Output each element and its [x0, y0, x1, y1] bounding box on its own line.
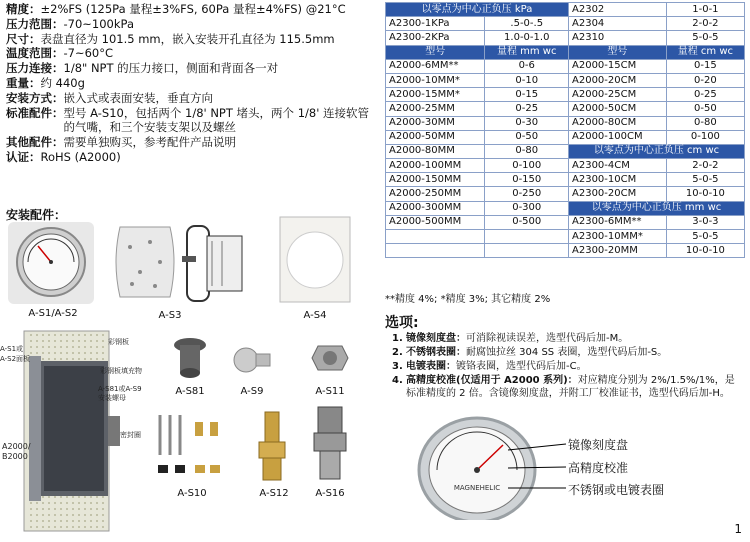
spec-row — [6, 46, 376, 61]
table-row — [386, 88, 745, 102]
table-cell: 5-0-5 — [666, 173, 744, 187]
label-as1-panel: A-S1或 — [0, 345, 24, 353]
table-cell: A2000-100MM — [386, 159, 485, 173]
as81-image — [170, 335, 210, 380]
caption-as3: A-S3 — [158, 310, 182, 321]
caption-as4: A-S4 — [303, 310, 327, 321]
table-cell: A2000-15CM — [569, 59, 667, 73]
caption-as1: A-S1/A-S2 — [28, 308, 78, 319]
table-cell: A2000-25MM — [386, 102, 485, 116]
table-row — [386, 116, 745, 130]
table-cell: 3-0-3 — [666, 215, 744, 229]
table-cell: 1.0-0-1.0 — [485, 31, 569, 45]
table-cell: A2300-4CM — [569, 159, 667, 173]
callout-mirror-dial: 镜像刻度盘 — [568, 438, 629, 452]
spec-value: -7~60°C — [63, 46, 114, 61]
label-seal: 密封圈 — [120, 431, 141, 439]
option-text — [406, 346, 744, 359]
table-cell: 量程 cm wc — [666, 45, 744, 59]
spec-label: 认证： — [6, 149, 41, 164]
table-cell: A2000-50MM — [386, 130, 485, 144]
table-cell: A2300-10MM* — [569, 230, 667, 244]
table-cell: A2000-20CM — [569, 73, 667, 87]
options-title: 选项: — [385, 315, 419, 331]
table-row — [386, 187, 745, 201]
spec-label: 其他配件： — [6, 135, 64, 150]
option-desc: 镀铬表圈，选型代码后加-C。 — [456, 361, 587, 372]
label-as81-as9: A-S81或A-S9 — [98, 385, 142, 393]
table-row — [386, 201, 745, 215]
option-item — [392, 332, 744, 345]
table-cell: 0-300 — [485, 201, 569, 215]
table-cell: 0-30 — [485, 116, 569, 130]
spec-label: 安装方式： — [6, 90, 64, 105]
table-cell: 1-0-1 — [666, 3, 744, 17]
option-text — [406, 332, 744, 345]
table-cell — [386, 230, 485, 244]
as9-image — [232, 340, 272, 380]
table-cell — [485, 244, 569, 258]
spec-value: 嵌入式或表面安装，垂直方向 — [63, 90, 213, 105]
option-name: 镜像刻度盘： — [406, 333, 466, 344]
table-cell: A2000-100CM — [569, 130, 667, 144]
table-cell: 0-500 — [485, 215, 569, 229]
table-row — [386, 144, 745, 158]
table-cell: A2000-15MM* — [386, 88, 485, 102]
table-row — [386, 244, 745, 258]
table-cell: A2304 — [569, 17, 667, 31]
option-text — [406, 374, 744, 400]
spec-value: 1/8" NPT 的压力接口，侧面和背面各一对 — [63, 61, 279, 76]
spec-list — [6, 2, 376, 165]
option-text — [406, 360, 744, 373]
table-cell: A2000-80MM — [386, 144, 485, 158]
option-number: 1. — [392, 333, 403, 344]
table-row — [386, 3, 745, 17]
table-cell: A2310 — [569, 31, 667, 45]
model-table — [385, 2, 745, 258]
spec-label: 尺寸： — [6, 31, 41, 46]
table-cell: 以零点为中心正负压 cm wc — [569, 144, 745, 158]
table-cell: 0-100 — [485, 159, 569, 173]
table-cell: 10-0-10 — [666, 187, 744, 201]
spec-label: 标准配件： — [6, 105, 64, 120]
table-row — [386, 59, 745, 73]
option-name: 高精度校准(仅适用于 A2000 系列)： — [406, 375, 578, 386]
spec-label: 重量： — [6, 75, 41, 90]
option-desc: 可消除视读误差，选型代码后加-M。 — [466, 333, 629, 344]
gauge-as1-image — [8, 222, 94, 304]
table-cell: 型号 — [569, 45, 667, 59]
label-mount-bolt: 安装螺母 — [98, 394, 126, 402]
table-cell: 0-25 — [485, 102, 569, 116]
option-item — [392, 360, 744, 373]
spec-row — [6, 150, 376, 165]
accessories-title: 安装配件： — [6, 208, 67, 222]
callout-lines — [508, 430, 568, 490]
option-number: 3. — [392, 361, 403, 372]
table-cell: 以零点为中心正负压 mm wc — [569, 201, 745, 215]
table-cell: A2000-250MM — [386, 187, 485, 201]
table-cell — [386, 244, 485, 258]
option-desc: 对应精度分别为 2%/1.5%/1%，是标准精度的 2 倍。含镜像刻度盘，并附工厂校准证书，选型代码后加-H。 — [406, 375, 735, 399]
table-cell: 0-100 — [666, 130, 744, 144]
table-cell: 5-0-5 — [666, 230, 744, 244]
spec-value: 需要单独购买，参考配件产品说明 — [63, 135, 236, 150]
table-cell: 0-50 — [485, 130, 569, 144]
spec-row — [6, 76, 376, 91]
table-row — [386, 215, 745, 229]
table-cell: A2000-50CM — [569, 102, 667, 116]
spec-row — [6, 106, 376, 136]
caption-as11: A-S11 — [315, 386, 345, 397]
as12-image — [255, 410, 290, 485]
table-cell: 0-50 — [666, 102, 744, 116]
table-row — [386, 73, 745, 87]
label-model-b2000: B2000 — [2, 452, 28, 461]
option-item — [392, 346, 744, 359]
table-cell: 5-0-5 — [666, 31, 744, 45]
table-cell: 0-20 — [666, 73, 744, 87]
table-cell: A2000-500MM — [386, 215, 485, 229]
table-cell: A2300-6MM** — [569, 215, 667, 229]
table-cell — [485, 230, 569, 244]
as11-image — [310, 338, 350, 380]
caption-as9: A-S9 — [240, 386, 264, 397]
table-cell: A2300-2KPa — [386, 31, 485, 45]
label-colored-plate: 彩钢板 — [108, 338, 129, 346]
table-cell: 2-0-2 — [666, 159, 744, 173]
table-cell: A2300-20MM — [569, 244, 667, 258]
spec-row — [6, 17, 376, 32]
spec-row — [6, 135, 376, 150]
as10-kit-image — [150, 410, 230, 485]
table-cell: 0-150 — [485, 173, 569, 187]
table-cell: 型号 — [386, 45, 485, 59]
accuracy-note: **精度 4%; *精度 3%; 其它精度 2% — [385, 294, 551, 305]
spec-row — [6, 2, 376, 17]
table-row — [386, 230, 745, 244]
callout-bezel: 不锈钢或电镀表圈 — [568, 483, 665, 497]
table-cell: .5-0-.5 — [485, 17, 569, 31]
table-cell: A2000-30MM — [386, 116, 485, 130]
spec-value: ±2%FS (125Pa 量程±3%FS, 60Pa 量程±4%FS) @21°C — [40, 2, 346, 16]
frame-as4-image — [275, 212, 355, 307]
table-row — [386, 173, 745, 187]
caption-as16: A-S16 — [315, 488, 345, 499]
table-cell: 量程 mm wc — [485, 45, 569, 59]
table-cell: A2302 — [569, 3, 667, 17]
spec-row — [6, 61, 376, 76]
table-cell: 0-80 — [666, 116, 744, 130]
spec-label: 精度： — [6, 2, 41, 16]
table-cell: A2300-1KPa — [386, 17, 485, 31]
table-cell: A2000-6MM** — [386, 59, 485, 73]
options-list — [392, 332, 744, 401]
option-item — [392, 374, 744, 400]
table-cell: 0-15 — [666, 59, 744, 73]
table-cell: A2300-10CM — [569, 173, 667, 187]
table-cell: A2000-150MM — [386, 173, 485, 187]
spec-value: 约 440g — [40, 75, 85, 90]
spec-value: RoHS (A2000) — [40, 149, 121, 164]
table-cell: 0-6 — [485, 59, 569, 73]
page-number: 1 — [734, 522, 742, 536]
gauge-brand-text: MAGNEHELIC — [453, 484, 501, 492]
table-row — [386, 17, 745, 31]
plate-as3-image — [110, 222, 180, 302]
caption-as10: A-S10 — [177, 488, 207, 499]
table-cell: A2000-300MM — [386, 201, 485, 215]
table-cell: 0-10 — [485, 73, 569, 87]
table-row — [386, 45, 745, 59]
table-cell: A2000-80CM — [569, 116, 667, 130]
table-cell: 0-80 — [485, 144, 569, 158]
spec-value: -70~100kPa — [63, 16, 134, 31]
as16-image — [310, 405, 350, 485]
table-cell: 10-0-10 — [666, 244, 744, 258]
table-cell: A2000-10MM* — [386, 73, 485, 87]
table-cell: A2000-25CM — [569, 88, 667, 102]
option-desc: 耐腐蚀拉丝 304 SS 表圈，选型代码后加-S。 — [466, 347, 668, 358]
table-cell: 0-15 — [485, 88, 569, 102]
spec-label: 压力连接： — [6, 61, 64, 76]
table-row — [386, 102, 745, 116]
callout-high-accuracy: 高精度校准 — [568, 461, 629, 475]
option-name: 电镀表圈： — [406, 361, 456, 372]
spec-value: 型号 A-S10，包括两个 1/8' NPT 堵头，两个 1/8' 连接软管的气嘴，和三个安装支架以及螺丝 — [63, 105, 370, 135]
spec-value: 表盘直径为 101.5 mm，嵌入安装开孔直径为 115.5mm — [40, 31, 335, 46]
table-cell: 2-0-2 — [666, 17, 744, 31]
table-row — [386, 159, 745, 173]
table-cell: 0-25 — [666, 88, 744, 102]
spec-label: 温度范围： — [6, 46, 64, 61]
table-row — [386, 130, 745, 144]
table-row — [386, 31, 745, 45]
option-name: 不锈钢表圈： — [406, 347, 466, 358]
label-model-a2000: A2000/ — [2, 442, 31, 451]
caption-as12: A-S12 — [259, 488, 289, 499]
table-cell: A2300-20CM — [569, 187, 667, 201]
option-number: 4. — [392, 375, 403, 386]
label-as2-panel: A-S2面板 — [0, 355, 31, 363]
caption-as81: A-S81 — [175, 386, 205, 397]
spec-label: 压力范围： — [6, 16, 64, 31]
bracket-as3-image — [182, 216, 252, 306]
label-filler: 彩钢板填充物 — [100, 367, 142, 375]
option-number: 2. — [392, 347, 403, 358]
spec-row — [6, 32, 376, 47]
table-cell: 0-250 — [485, 187, 569, 201]
spec-row — [6, 91, 376, 106]
table-cell: 以零点为中心正负压 kPa — [386, 3, 569, 17]
